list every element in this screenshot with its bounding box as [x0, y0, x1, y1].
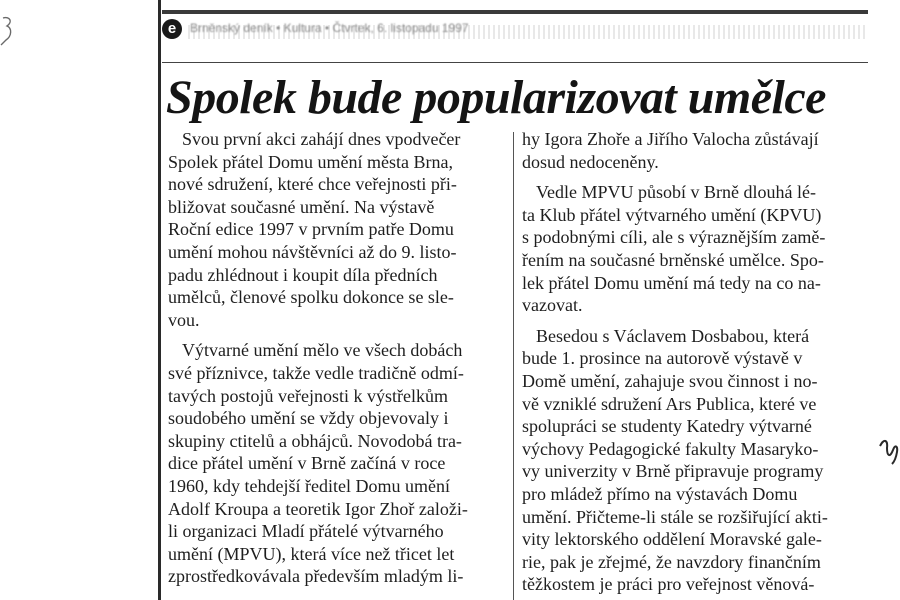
article-column-left	[168, 128, 508, 588]
clipping-edge	[158, 0, 161, 600]
article-line: vity lektorského oddělení Moravské gale-	[522, 529, 822, 550]
article-line: Svou první akci zahájí dnes vpodvečer	[182, 129, 461, 149]
article-line: řením na současné brněnské umělce. Spo-	[522, 249, 824, 270]
article-column-right	[522, 128, 866, 596]
article-line: výchovy Pedagogické fakulty Masaryko-	[522, 438, 819, 459]
article-line: umělců, členové spolku dokonce se sle-	[168, 287, 454, 308]
paragraph-gap	[522, 173, 866, 181]
article-line: dosud nedoceněny.	[522, 151, 659, 172]
article-line: Vedle MPVU působí v Brně dlouhá lé-	[536, 182, 816, 203]
article-line: bližovat současné umění. Na výstavě	[168, 196, 435, 217]
article-line: pro mládež přímo na výstavách Domu	[522, 483, 798, 504]
article-line: své příznivce, takže vedle tradičně odmí-	[168, 362, 464, 383]
article-line: umění mohou návštěvníci až do 9. listo-	[168, 241, 457, 262]
article-line: dice přátel umění v Brně začíná v roce	[168, 453, 446, 474]
article-line: umění. Přičteme-li stále se rozšiřující akti-	[522, 506, 828, 527]
article-line: rie, pak je zřejmé, že navzdory finančním	[522, 551, 821, 572]
article-line: hy Igora Zhoře a Jiřího Valocha zůstávají	[522, 129, 819, 149]
article-line: těžkostem je práci pro veřejnost věnová-	[522, 574, 815, 595]
article-line: spolupráci se studenty Katedry výtvarné	[522, 416, 812, 437]
article-line: skupiny ctitelů a obhájců. Novodobá tra-	[168, 430, 462, 451]
newspaper-logo: e	[162, 19, 182, 39]
article-line: 1960, kdy tehdejší ředitel Domu umění	[168, 475, 450, 496]
article-line: Roční edice 1997 v prvním patře Domu	[168, 219, 454, 240]
paragraph-gap	[522, 317, 866, 325]
headline-rule	[162, 62, 868, 63]
article-line: umění (MPVU), která více než třicet let	[168, 543, 455, 564]
header-text: Brněnský deník • Kultura • Čtvrtek, 6. listopadu 1997	[190, 21, 469, 35]
article-line: nové sdružení, které chce veřejnosti při-	[168, 174, 457, 195]
article-line: bude 1. prosince na autorově výstavě v	[522, 348, 803, 369]
article-line: lek přátel Domu umění má tedy na co na-	[522, 272, 821, 293]
article-line: li organizaci Mladí přátelé výtvarného	[168, 521, 444, 542]
article-line: s podobnými cíli, ale s výraznějším zamě-	[522, 227, 826, 248]
newspaper-clipping	[158, 0, 900, 600]
pen-mark-scribble	[0, 14, 16, 48]
article-line: ta Klub přátel výtvarného umění (KPVU)	[522, 204, 822, 225]
header-rule	[162, 10, 868, 14]
article-line: soudobého umění se vždy objevovaly i	[168, 408, 449, 429]
article-line: vě vzniklé sdružení Ars Publica, které ve	[522, 393, 817, 414]
article-line: Výtvarné umění mělo ve všech dobách	[182, 340, 463, 361]
article-line: vou.	[168, 309, 200, 330]
article-line: Besedou s Václavem Dosbabou, která	[536, 325, 810, 346]
article-line: padu zhlédnout i koupit díla předních	[168, 264, 438, 285]
column-divider	[513, 132, 514, 600]
newspaper-header	[162, 17, 868, 47]
article-line: tavých postojů veřejnosti k výstřelkům	[168, 385, 448, 406]
article-line: vazovat.	[522, 295, 583, 316]
article-line: zprostředkovávala především mladým li-	[168, 566, 464, 587]
paragraph-gap	[168, 331, 508, 339]
article-line: Spolek přátel Domu umění města Brna,	[168, 151, 453, 172]
article-line: vy univerzity v Brně připravuje programy	[522, 461, 824, 482]
article-line: Adolf Kroupa a teoretik Igor Zhoř založi-	[168, 498, 468, 519]
article-line: Domě umění, zahajuje svou činnost i no-	[522, 370, 818, 391]
article-headline: Spolek bude popularizovat umělce	[166, 71, 826, 124]
